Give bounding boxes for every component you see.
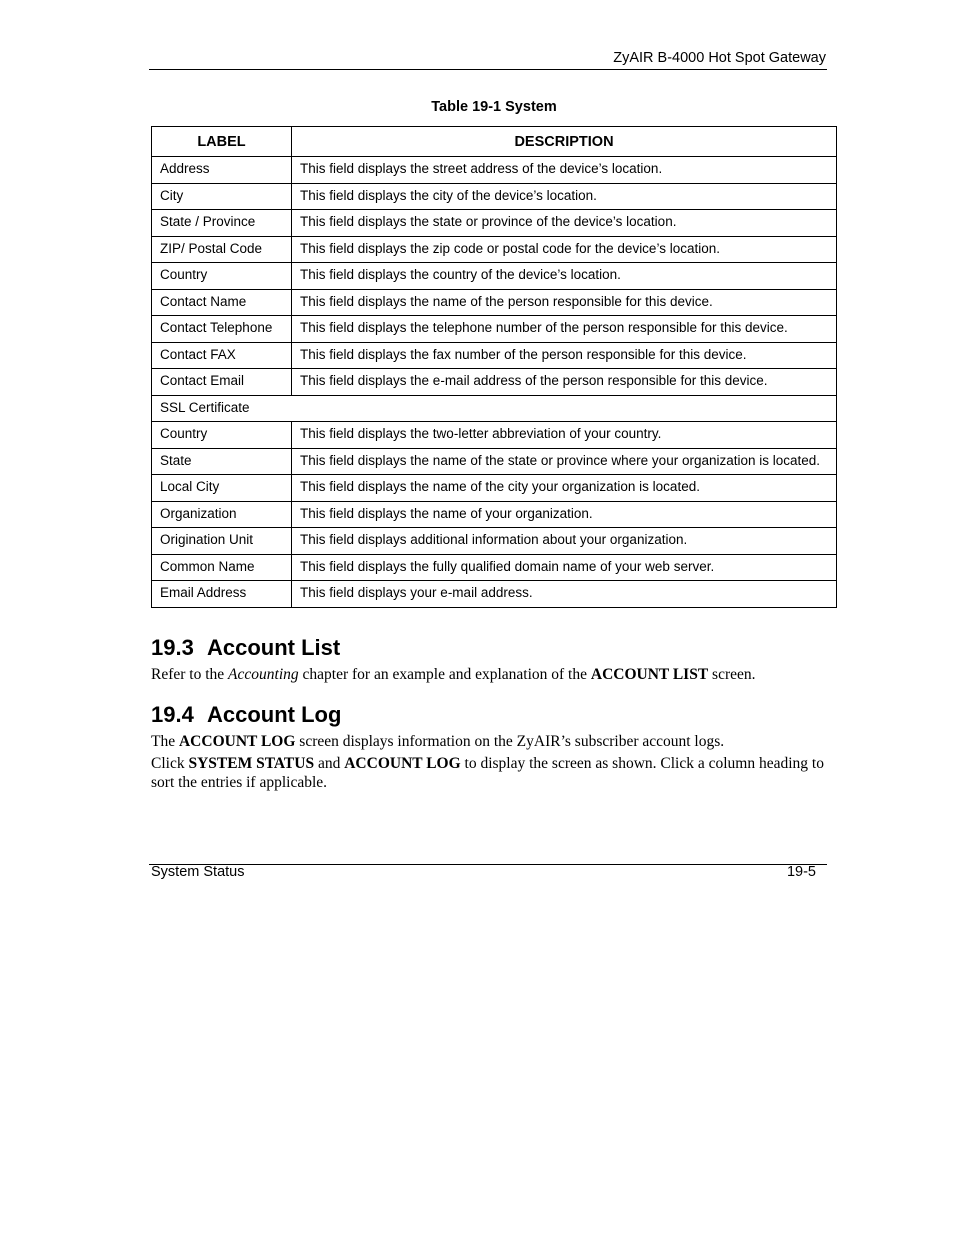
table-row: [152, 263, 837, 290]
account-log-paragraph-1: [151, 733, 831, 752]
row-description: This field displays the zip code or postal code for the device’s location.: [292, 236, 837, 263]
table-row: [152, 581, 837, 608]
table-row: [152, 316, 837, 343]
text-run: Click: [151, 755, 189, 772]
table-row: [152, 210, 837, 237]
bold-run: ACCOUNT LIST: [590, 666, 709, 683]
row-description: This field displays additional information about your organization.: [292, 528, 837, 555]
table-row: [152, 554, 837, 581]
column-header-description: DESCRIPTION: [292, 127, 837, 157]
text-run: to display the screen as shown. Click a column heading to sort the entries if applicable.: [151, 755, 824, 791]
table-row: [152, 369, 837, 396]
table-row: [152, 422, 837, 449]
text-run: and: [314, 755, 345, 772]
row-description: This field displays the name of the city your organization is located.: [292, 475, 837, 502]
header-rule: [149, 69, 827, 70]
italic-run: Accounting: [228, 666, 299, 683]
table-section-row: [152, 395, 837, 422]
table-row: [152, 289, 837, 316]
table-row: [152, 475, 837, 502]
row-description: This field displays the telephone number of the person responsible for this device.: [292, 316, 837, 343]
row-description: This field displays the name of the state or province where your organization is located.: [292, 448, 837, 475]
text-run: chapter for an example and explanation of the: [298, 666, 591, 683]
row-label: ZIP/ Postal Code: [152, 236, 292, 263]
account-log-paragraph-2: [151, 755, 831, 792]
text-run: screen displays information on the ZyAIR’s subscriber account logs.: [295, 733, 725, 750]
row-label: Contact Name: [152, 289, 292, 316]
table-row: [152, 236, 837, 263]
table-row: [152, 342, 837, 369]
text-run: Refer to the: [151, 666, 229, 683]
table-row: [152, 528, 837, 555]
row-label: Local City: [152, 475, 292, 502]
footer-rule: [149, 864, 827, 865]
row-label: Origination Unit: [152, 528, 292, 555]
section-number: 19.3: [151, 635, 194, 660]
row-label: State: [152, 448, 292, 475]
table-row: [152, 183, 837, 210]
row-label: Address: [152, 157, 292, 184]
running-header: ZyAIR B-4000 Hot Spot Gateway: [613, 50, 826, 66]
table-caption: Table 19-1 System: [431, 99, 557, 115]
system-table: [151, 126, 837, 608]
row-label: Contact FAX: [152, 342, 292, 369]
row-description: This field displays the city of the device’s location.: [292, 183, 837, 210]
row-description: This field displays the street address of the device’s location.: [292, 157, 837, 184]
row-label: Organization: [152, 501, 292, 528]
row-description: This field displays the two-letter abbreviation of your country.: [292, 422, 837, 449]
account-list-paragraph: [151, 666, 831, 685]
text-run: The: [151, 733, 179, 750]
row-label: City: [152, 183, 292, 210]
bold-run: ACCOUNT LOG: [178, 733, 296, 750]
row-description: This field displays the fax number of the person responsible for this device.: [292, 342, 837, 369]
row-description: This field displays the name of the person responsible for this device.: [292, 289, 837, 316]
column-header-label: LABEL: [152, 127, 292, 157]
section-title: Account Log: [207, 702, 342, 727]
row-label: Country: [152, 263, 292, 290]
section-number: 19.4: [151, 702, 194, 727]
table-row: [152, 157, 837, 184]
row-label: Contact Email: [152, 369, 292, 396]
row-label: State / Province: [152, 210, 292, 237]
row-label: Contact Telephone: [152, 316, 292, 343]
row-label: Common Name: [152, 554, 292, 581]
bold-run: ACCOUNT LOG: [344, 755, 461, 772]
section-heading-account-log: [151, 702, 341, 728]
bold-run: SYSTEM STATUS: [188, 755, 315, 772]
row-label: Country: [152, 422, 292, 449]
row-description: This field displays the state or province of the device’s location.: [292, 210, 837, 237]
row-description: This field displays the country of the device’s location.: [292, 263, 837, 290]
row-description: This field displays the fully qualified domain name of your web server.: [292, 554, 837, 581]
row-description: This field displays the name of your organization.: [292, 501, 837, 528]
table-row: [152, 501, 837, 528]
row-description: This field displays your e-mail address.: [292, 581, 837, 608]
section-title: Account List: [207, 635, 341, 660]
table-row: [152, 448, 837, 475]
footer-page-number: 19-5: [786, 864, 816, 880]
table-body: [152, 157, 837, 608]
section-row-label: SSL Certificate: [152, 395, 837, 422]
footer-chapter-title: System Status: [151, 864, 245, 880]
row-label: Email Address: [152, 581, 292, 608]
section-heading-account-list: [151, 635, 340, 661]
table-header-row: [152, 127, 837, 157]
row-description: This field displays the e-mail address of the person responsible for this device.: [292, 369, 837, 396]
text-run: screen.: [708, 666, 756, 683]
